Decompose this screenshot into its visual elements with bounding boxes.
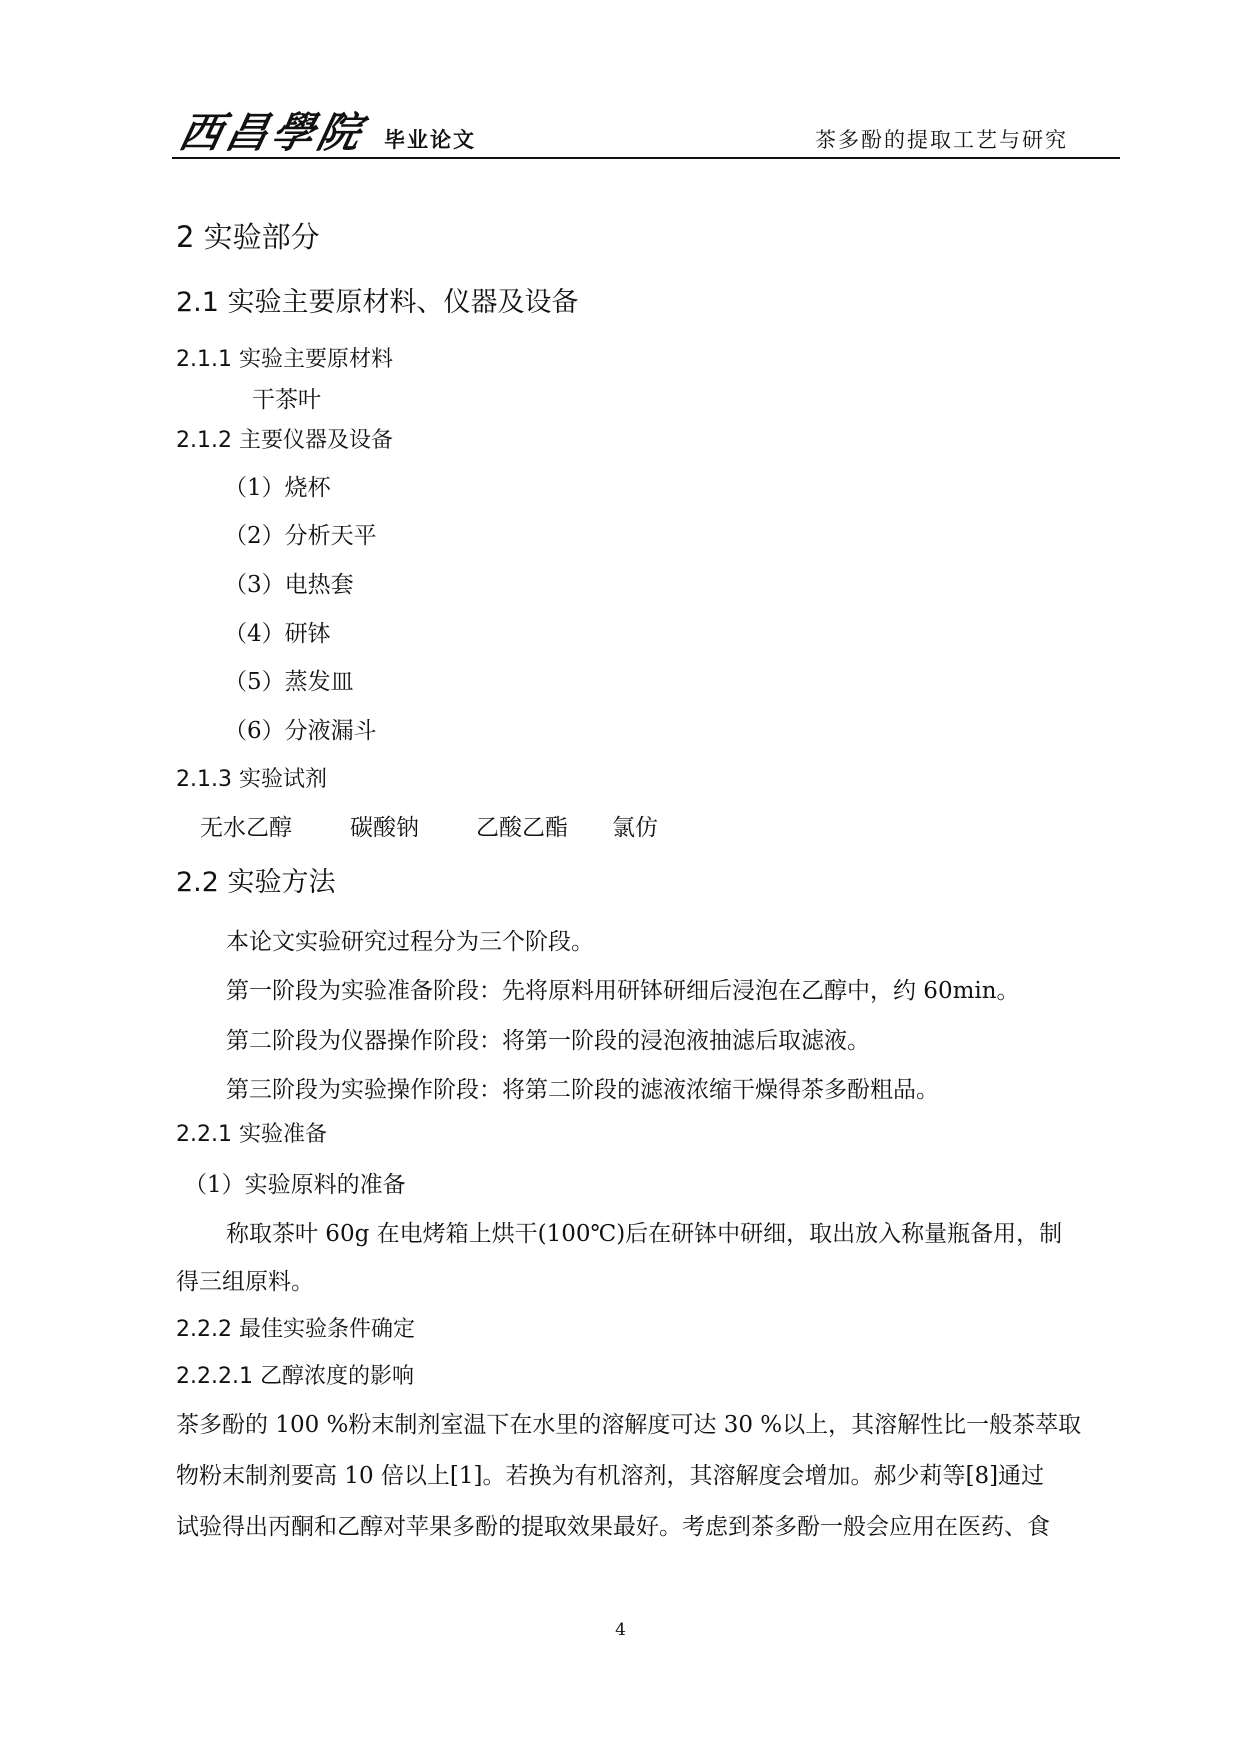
header-left-label: 毕业论文 xyxy=(384,128,476,152)
section-2-1-3-heading: 2.1.3 实验试剂 xyxy=(176,767,327,792)
instrument-item: （3）电热套 xyxy=(224,572,354,598)
method-paragraph: 本论文实验研究过程分为三个阶段。 xyxy=(226,929,594,955)
instrument-item: （5）蒸发皿 xyxy=(224,669,354,695)
section-2-1-heading: 2.1 实验主要原材料、仪器及设备 xyxy=(176,287,579,318)
reagent-item: 乙酸乙酯 xyxy=(476,815,568,841)
section-2-1-1-heading: 2.1.1 实验主要原材料 xyxy=(176,347,393,372)
instrument-item: （2）分析天平 xyxy=(224,523,377,549)
section-2-2-1-heading: 2.2.1 实验准备 xyxy=(176,1122,327,1147)
section-2-1-2-heading: 2.1.2 主要仪器及设备 xyxy=(176,428,393,453)
reagent-item: 碳酸钠 xyxy=(350,815,419,841)
header-right-title: 茶多酚的提取工艺与研究 xyxy=(815,128,1068,152)
prep-paragraph-line: 得三组原料。 xyxy=(176,1269,314,1295)
body-text-line: 物粉末制剂要高 10 倍以上[1]。若换为有机溶剂，其溶解度会增加。郝少莉等[8]通过 xyxy=(176,1463,1045,1489)
method-paragraph: 第三阶段为实验操作阶段：将第二阶段的滤液浓缩干燥得茶多酚粗品。 xyxy=(226,1077,939,1103)
method-paragraph: 第二阶段为仪器操作阶段：将第一阶段的浸泡液抽滤后取滤液。 xyxy=(226,1028,870,1054)
college-logo: 西昌學院 xyxy=(174,108,370,157)
prep-paragraph-line: 称取茶叶 60g 在电烤箱上烘干(100℃)后在研钵中研细，取出放入称量瓶备用，制 xyxy=(226,1221,1063,1247)
prep-subheading: （1）实验原料的准备 xyxy=(184,1172,406,1198)
body-text-line: 试验得出丙酮和乙醇对苹果多酚的提取效果最好。考虑到茶多酚一般会应用在医药、食 xyxy=(176,1514,1050,1540)
instrument-item: （6）分液漏斗 xyxy=(224,718,377,744)
material-item: 干茶叶 xyxy=(252,387,321,413)
section-2-2-2-heading: 2.2.2 最佳实验条件确定 xyxy=(176,1317,415,1342)
section-2-2-2-1-heading: 2.2.2.1 乙醇浓度的影响 xyxy=(176,1364,414,1389)
page-header xyxy=(172,108,1120,160)
method-paragraph: 第一阶段为实验准备阶段：先将原料用研钵研细后浸泡在乙醇中，约 60min。 xyxy=(226,978,1020,1004)
page-number: 4 xyxy=(615,1620,626,1640)
section-2-2-heading: 2.2 实验方法 xyxy=(176,867,336,898)
section-2-heading: 2 实验部分 xyxy=(176,220,320,254)
instrument-item: （1）烧杯 xyxy=(224,475,331,501)
reagent-item: 无水乙醇 xyxy=(200,815,292,841)
body-text-line: 茶多酚的 100 %粉末制剂室温下在水里的溶解度可达 30 %以上，其溶解性比一般茶萃取 xyxy=(176,1412,1082,1438)
header-divider xyxy=(172,157,1120,159)
reagent-item: 氯仿 xyxy=(612,815,658,841)
instrument-item: （4）研钵 xyxy=(224,621,331,647)
